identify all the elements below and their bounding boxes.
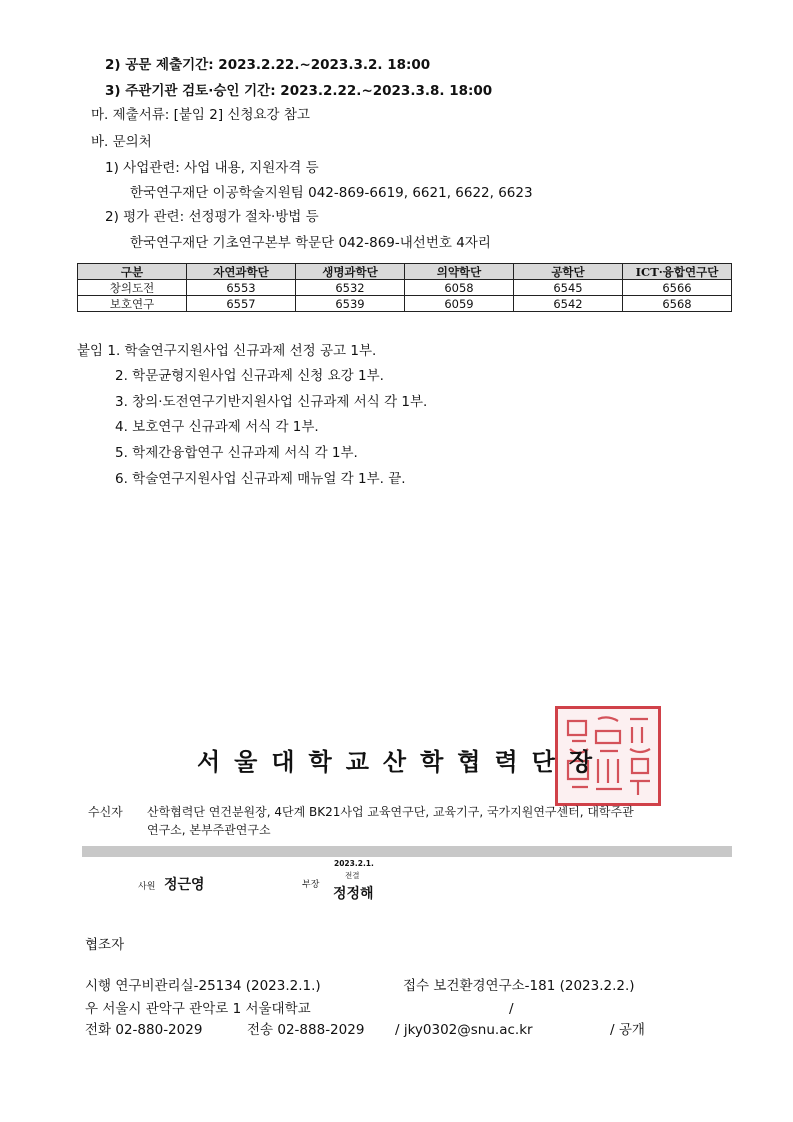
inquiry-2-detail: 한국연구재단 기초연구본부 학문단 042-869-내선번호 4자리 bbox=[130, 235, 491, 251]
inquiry-2: 2) 평가 관련: 선정평가 절차·방법 등 bbox=[105, 209, 319, 225]
attachment-item: 2. 학문균형지원사업 신규과제 신청 요강 1부. bbox=[115, 368, 384, 384]
staff-role: 사원 bbox=[138, 882, 156, 892]
head-name: 정정해 bbox=[333, 886, 374, 902]
documents-line: 마. 제출서류: [붙임 2] 신청요강 참고 bbox=[91, 107, 310, 123]
table-cell: 보호연구 bbox=[78, 296, 187, 312]
table-header: 자연과학단 bbox=[187, 264, 296, 280]
table-cell: 6539 bbox=[296, 296, 405, 312]
public-status: / 공개 bbox=[610, 1022, 645, 1038]
attachment-item: 5. 학제간융합연구 신규과제 서식 각 1부. bbox=[115, 445, 358, 461]
staff-name: 정근영 bbox=[164, 877, 205, 893]
table-header-row bbox=[78, 264, 732, 280]
table-cell: 6059 bbox=[405, 296, 514, 312]
attachment-item: 붙임 1. 학술연구지원사업 신규과제 선정 공고 1부. bbox=[77, 343, 377, 359]
cooperator-label: 협조자 bbox=[85, 937, 125, 953]
table-header: ICT·융합연구단 bbox=[623, 264, 732, 280]
inquiry-1-detail: 한국연구재단 이공학술지원팀 042-869-6619, 6621, 6622, 6623 bbox=[130, 185, 533, 201]
attachment-item: 4. 보호연구 신규과제 서식 각 1부. bbox=[115, 419, 319, 435]
inquiry-1: 1) 사업관련: 사업 내용, 지원자격 등 bbox=[105, 160, 319, 176]
recipients-label: 수신자 bbox=[88, 805, 123, 819]
table-cell: 6532 bbox=[296, 280, 405, 296]
issued-number: 시행 연구비관리실-25134 (2023.2.1.) bbox=[85, 978, 321, 994]
table-header: 생명과학단 bbox=[296, 264, 405, 280]
table-cell: 6542 bbox=[514, 296, 623, 312]
received-number: 접수 보건환경연구소-181 (2023.2.2.) bbox=[403, 978, 635, 994]
attachment-item: 3. 창의·도전연구기반지원사업 신규과제 서식 각 1부. bbox=[115, 394, 428, 410]
submit-official-period: 2) 공문 제출기간: 2023.2.22.~2023.3.2. 18:00 bbox=[105, 57, 431, 73]
table-cell: 6545 bbox=[514, 280, 623, 296]
divider-bar bbox=[82, 846, 732, 857]
review-period: 3) 주관기관 검토·승인 기간: 2023.2.22.~2023.3.8. 18:00 bbox=[105, 83, 493, 99]
attachment-item: 6. 학술연구지원사업 신규과제 매뉴얼 각 1부. 끝. bbox=[115, 471, 406, 487]
contact-table bbox=[77, 263, 732, 312]
table-cell: 6553 bbox=[187, 280, 296, 296]
email-address[interactable]: / jky0302@snu.ac.kr bbox=[395, 1022, 533, 1038]
approval-decision: 전결 bbox=[345, 871, 360, 880]
approval-date: 2023.2.1. bbox=[334, 859, 374, 868]
table-cell: 6566 bbox=[623, 280, 732, 296]
table-header: 의약학단 bbox=[405, 264, 514, 280]
recipients-line-1: 산학협력단 연건분원장, 4단계 BK21사업 교육연구단, 교육기구, 국가지원연구센터, 대학주관 bbox=[147, 805, 634, 819]
head-role: 부장 bbox=[302, 880, 320, 890]
recipients-line-2: 연구소, 본부주관연구소 bbox=[147, 823, 271, 837]
table-cell: 6557 bbox=[187, 296, 296, 312]
issuer-title: 서울대학교산학협력단장 bbox=[197, 747, 607, 776]
table-row bbox=[78, 280, 732, 296]
table-cell: 6058 bbox=[405, 280, 514, 296]
table-header: 공학단 bbox=[514, 264, 623, 280]
table-cell: 창의도전 bbox=[78, 280, 187, 296]
address-line: 우 서울시 관악구 관악로 1 서울대학교 bbox=[85, 1001, 311, 1017]
fax-number: 전송 02-888-2029 bbox=[247, 1022, 365, 1038]
inquiry-heading: 바. 문의처 bbox=[91, 134, 152, 150]
table-cell: 6568 bbox=[623, 296, 732, 312]
table-header: 구분 bbox=[78, 264, 187, 280]
address-separator: / bbox=[509, 1001, 514, 1017]
phone-number: 전화 02-880-2029 bbox=[85, 1022, 203, 1038]
table-row bbox=[78, 296, 732, 312]
